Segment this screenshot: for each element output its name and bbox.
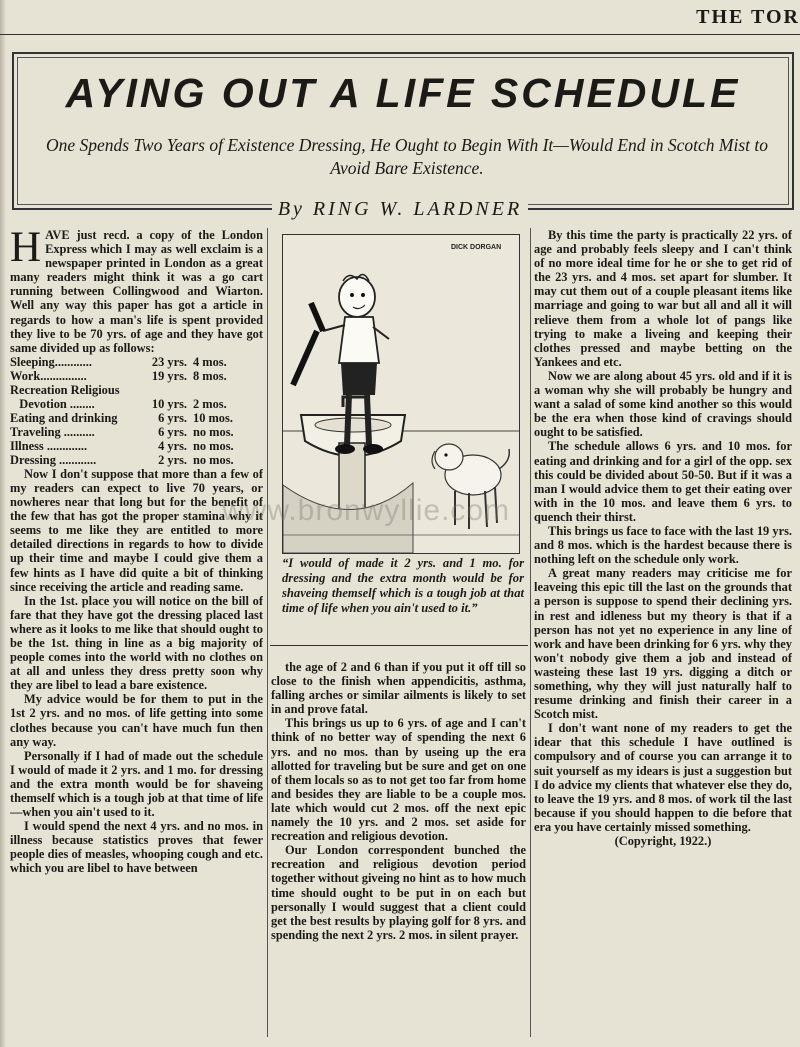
schedule-cell-n: 19 yrs. <box>151 368 187 383</box>
cartoon-caption: “I would of made it 2 yrs. and 1 mo. for dressing and the extra month would be for shaveing themself which is a tough job at that time of life when you ain't used to it.” <box>282 556 524 615</box>
article-paragraph: This brings us face to face with the last 19 yrs. and 8 mos. which is the hardest because there is nothing left on the schedule only work. <box>534 523 792 567</box>
schedule-cell-n: 10 yrs. <box>151 396 187 411</box>
byline-row <box>12 198 788 222</box>
article-paragraph: Personally if I had of made out the schedule I would of made it 2 yrs. and 1 mo. for dressing and the extra month would be for shaveing themself which is a tough job at that time of life—when you ain't used to it. <box>10 748 263 820</box>
schedule-cell-n: 4 yrs. <box>158 438 187 453</box>
article-paragraph: I would spend the next 4 yrs. and no mos. in illness because statistics proves that fewer people dies of measles, whooping cough and etc. which you are libel to have between <box>10 819 263 876</box>
schedule-row <box>10 439 263 453</box>
article-paragraph: This brings us up to 6 yrs. of age and I can't think of no better way of spending the next 6 yrs. and no mos. than by useing up the era allotted for traveling but be sure and get on one of them locals so as to not get too far from home and besides they are liable to be a couple mos. late which would cut 2 mos. off the next epic namely the 10 yrs. and 2 mos. set aside for recreation and religious devotion. <box>271 716 526 844</box>
schedule-row <box>10 397 263 411</box>
schedule-cell-n <box>147 383 187 397</box>
article-paragraph: Our London correspondent bunched the recreation and religious devotion period together without giveing no hint as to how much time should ought to be put in on each but personally I would suggest that a client could get the best results by playing golf for 8 yrs. and spending the next 2 yrs. 2 mos. in silent prayer. <box>271 843 526 942</box>
article-paragraph: I don't want none of my readers to get the idear that this schedule I have outlined is compulsory and of course you can arrange it to suit yourself as my idears is just a suggestion but I do advice my clients that whatever else they do, to leave the 19 yrs. and 8 mos. of work til the last because if you should happen to die before that era you have certainly missed something. <box>534 721 792 834</box>
schedule-cell-m: 4 mos. <box>193 354 227 369</box>
drop-cap: H <box>10 228 42 271</box>
article-paragraph: A great many readers may criticise me for leaveing this epic till the last on the grounds that a person is suppose to spend their declining yrs. in rest and idleness but my theory is that if a person has not yet no experience in any line of work and have been drinking for 6 yrs. why they won't nobody give them a job and instead of wasteing these last 19 yrs. digging a ditch or something, why they will just naturally half to resume drinking and finish their career in a Scotch mist. <box>534 566 792 722</box>
schedule-row <box>10 355 263 369</box>
schedule-cell-item: Recreation Religious <box>10 382 120 397</box>
article-paragraph: Now we are along about 45 yrs. old and if it is a woman why she will probably be hungry and want a salad of some kind another so this would be the era when those kind of cravings should ought to be satisfied. <box>534 368 792 440</box>
article-paragraph: Now I don't suppose that more than a few of my readers can expect to live 70 years, or nowheres near that long but for the benefit of the few that has got the proper stamina why it seems to me like they are entitled to more detailed directions in regards to how to divide up their time and maybe I could give them a few hints as I have did quite a bit of thinking since receiving the article and reading same. <box>10 466 263 594</box>
schedule-row <box>10 425 263 439</box>
masthead: THE TOR <box>696 6 800 28</box>
schedule-row <box>10 453 263 467</box>
caption-rule <box>270 645 528 646</box>
column-3 <box>534 228 792 1043</box>
copyright-notice: (Copyright, 1922.) <box>614 834 712 849</box>
article-paragraph: the age of 2 and 6 than if you put it off till so close to the finish when appendicitis, asthma, falling arches or similar ailments is likely to set in and prove fatal. <box>271 660 526 717</box>
column-2 <box>271 660 526 1043</box>
schedule-row <box>10 369 263 383</box>
schedule-cell-item: Sleeping............ <box>10 354 92 369</box>
byline <box>12 198 788 221</box>
column-divider-2 <box>530 228 531 1037</box>
schedule-cell-m: 10 mos. <box>193 410 233 425</box>
intro-paragraph: AVE just recd. a copy of the London Express which I may as well exclaim is a newspaper printed in London as a great many readers might think it was a go cart running between Collingwood and Wiarton. Well any way this paper has got a article in regards to how a man's life is spent provided they live to be 70 yrs. of age and they have got same divided up as follows: <box>10 228 263 355</box>
schedule-cell-item: Work............... <box>10 368 87 383</box>
schedule-cell-m: no mos. <box>193 452 234 467</box>
schedule-cell-n: 6 yrs. <box>158 424 187 439</box>
column-1 <box>10 228 263 1043</box>
byline-text: By RING W. LARDNER <box>272 198 528 220</box>
schedule-cell-n: 23 yrs. <box>151 354 187 369</box>
schedule-row <box>10 383 263 397</box>
schedule-cell-m: 8 mos. <box>193 368 227 383</box>
article-paragraph: By this time the party is practically 22 yrs. of age and probably feels sleepy and I can't think of no more ideal time for he or she to get rid of the 23 yrs. and 4 mos. set apart for slumber. It may cut them out of a couple pleasant items like marriage and going to war but all and all it will relieve them from a whole lot of pangs like trying to make a liveing and keeping their clothes pressed and maybe betting on the Yankees and etc. <box>534 228 792 369</box>
schedule-row <box>10 411 263 425</box>
schedule-cell-item: Eating and drinking <box>10 410 118 425</box>
schedule-cell-n: 2 yrs. <box>158 452 187 467</box>
watermark: www.bronwyllie.com <box>222 494 511 527</box>
schedule-cell-m <box>187 383 263 397</box>
top-rule <box>0 34 800 35</box>
article-paragraph: The schedule allows 6 yrs. and 10 mos. for eating and drinking and for a girl of the opp. sex this could be divided about 50-50. But if it was a man I would advice them to get their eating over with in the 10 mos. and leave them 6 yrs. to quench their thirst. <box>534 439 792 524</box>
schedule-cell-item: Dressing ............ <box>10 452 97 467</box>
subheadline: One Spends Two Years of Existence Dressing, He Ought to Begin With It—Would End in Scotch Mist to Avoid Bare Existence. <box>46 135 768 178</box>
schedule-cell-m: no mos. <box>193 424 234 439</box>
headline: AYING OUT A LIFE SCHEDULE <box>65 70 741 116</box>
cartoon-signature: DICK DORGAN <box>451 244 502 251</box>
schedule-cell-item: Illness ............. <box>10 438 88 453</box>
article-paragraph: My advice would be for them to put in the 1st 2 yrs. and no mos. of life getting into some clothes because you can't have much fun then any way. <box>10 692 263 749</box>
page-fold-shadow <box>0 0 6 1047</box>
schedule-cell-n: 6 yrs. <box>158 410 187 425</box>
column-divider-1 <box>267 228 268 1037</box>
razor-strop <box>311 303 323 331</box>
schedule-cell-item: Traveling .......... <box>10 424 95 439</box>
schedule-cell-m: no mos. <box>193 438 234 453</box>
headline-box <box>12 52 794 210</box>
article-paragraph: In the 1st. place you will notice on the bill of fare that they have got the dressing placed last where as it looks to me like that should ought to be the 1st. thing in line as a big majority of people comes into the world with no clothes on at all and unless they dress pretty soon why they are libel to lead a bare existence. <box>10 593 263 693</box>
schedule-cell-item: Devotion ........ <box>10 396 95 411</box>
life-schedule-table <box>10 355 263 467</box>
schedule-cell-m: 2 mos. <box>193 396 227 411</box>
